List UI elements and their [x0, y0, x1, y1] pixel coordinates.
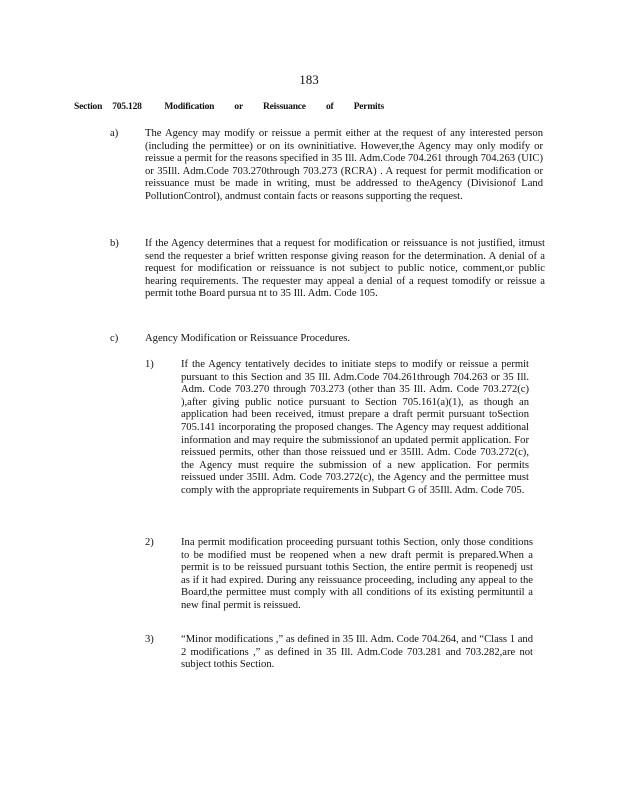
section-title: Modification or Reissuance of Permits [164, 102, 384, 112]
paragraph-a [145, 128, 543, 204]
subitem-marker-2: 2) [145, 537, 154, 548]
section-heading [74, 102, 384, 112]
subitem-marker-3: 3) [145, 634, 154, 645]
subparagraph-3 [181, 634, 533, 672]
paragraph-c [145, 333, 545, 346]
paragraph-b [145, 238, 545, 301]
paragraph-b-text: If the Agency determines that a request for modification or reissuance is not justified, itmust send the requester a brief written response giving reason for the determination. A denial of a request for modification or reissuance is not subject to public notice, comment,or public hearing requirements. The requester may appeal a denial of a request tomodify or reissue a permit tothe Board pursua nt to 35 Ill. Adm. Code 105. [145, 238, 545, 300]
section-number: 705.128 [112, 102, 142, 112]
paragraph-c-text: Agency Modification or Reissuance Procedures. [145, 333, 351, 344]
item-marker-b: b) [110, 238, 119, 249]
item-marker-c: c) [110, 333, 119, 344]
subparagraph-1 [181, 359, 529, 498]
section-label: Section [74, 102, 103, 112]
paragraph-a-text: The Agency may modify or reissue a permit either at the request of any interested person (including the permittee) or on its owninitiative. However,the Agency may only modify or reissue a permit for the reasons specified in 35 Ill. Adm.Code 704.261 through 704.263 (UIC) or 35Ill. Adm.Code 703.270through 703.273 (RCRA) . A request for permit modification or reissuance must be made in writing, must be addressed to theAgency (Divisionof Land PollutionControl), andmust contain facts or reasons supporting the request. [145, 128, 543, 202]
subparagraph-2-text: Ina permit modification proceeding pursuant tothis Section, only those conditions to be modified must be reopened when a new draft permit is prepared.When a permit is to be reissued pursuant tothis Section, the entire permit is reopenedj ust as if it had expired. During any reissuance proceeding, including any appeal to the Board,the permittee must comply with all conditions of its existing permituntil a new final permit is reissued. [181, 537, 533, 611]
page-number: 183 [299, 72, 319, 87]
subparagraph-2 [181, 537, 533, 613]
subparagraph-1-text: If the Agency tentatively decides to initiate steps to modify or reissue a permit pursuant to this Section and 35 Ill. Adm.Code 704.261through 704.263 or 35 Ill. Adm. Code 703.270 through 703.273 (other than 35 Ill. Adm. Code 703.272(c) ),after giving public notice pursuant to Section 705.161(a)(1), as though an application had been received, itmust prepare a draft permit pursuant toSection 705.141 incorporating the proposed changes. The Agency may request additional information and may require the submissionof an updated permit application. For reissued permits, other than those reissued und er 35Ill. Adm. Code 703.272(c), the Agency must require the submission of a new application. For permits reissued under 35Ill. Adm. Code 703.272(c), the Agency and the permittee must comply with the appropriate requirements in Subpart G of 35Ill. Adm. Code 705. [181, 359, 529, 496]
subparagraph-3-text: “Minor modifications ,” as defined in 35 Ill. Adm. Code 704.264, and “Class 1 and 2 modifications ,” as defined in 35 Ill. Adm.Code 703.281 and 703.282,are not subject tothis Section. [181, 634, 533, 671]
item-marker-a: a) [110, 128, 119, 139]
subitem-marker-1: 1) [145, 359, 154, 370]
